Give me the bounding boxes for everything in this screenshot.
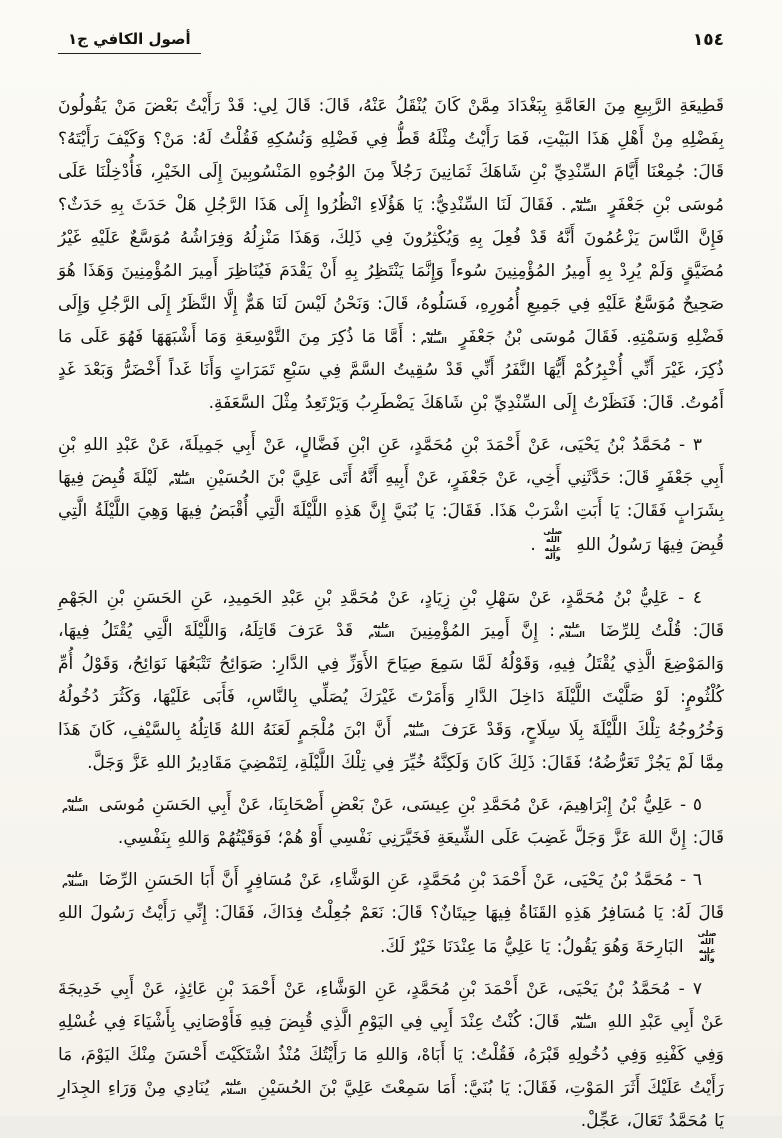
honorific-mark: عليه السلام [559, 621, 585, 639]
page-number: ١٥٤ [692, 30, 724, 50]
honorific-mark: عليه السلام [570, 195, 597, 213]
honorific-mark: عليه السلام [220, 1078, 247, 1096]
paragraph: ٧ - مُحَمَّدُ بْنُ يَحْيَى، عَنْ أَحْمَدَ بْنِ مُحَمَّدٍ، عَنِ الوَشَّاءِ، عَنْ أَحْمَدَ بْنِ عَائِذٍ، عَنْ أَبِي خَدِيجَةَ عَنْ أَبِي عَبْدِ اللهِ عليه السلام قَالَ: كُنْتُ عِنْدَ أَبِي فِي اليَوْمِ الَّذِي قُبِضَ فِيهِ فَأَوْصَانِي بِأَشْيَاءَ فِي غُسْلِهِ وَفِي كَفْنِهِ وَفِي دُخُولِهِ قَبْرَهُ، فَقُلْتُ: يَا أَبَاهْ، وَاللهِ مَا رَأَيْتُكَ مُنْذُ اشْتَكَيْتَ أَحْسَنَ مِنْكَ اليَوْمَ، مَا رَأَيْتُ عَلَيْكَ أَثَرَ المَوْتِ، فَقَالَ: يَا بُنَيَّ: أَمَا سَمِعْتَ عَلِيَّ بْنَ الحُسَيْنِ عليه السلام يُنَادِي مِنْ وَرَاءِ الجِدَارِ يَا مُحَمَّدُ تَعَالَ، عَجِّلْ. [58, 978, 725, 1131]
honorific-mark: عليه السلام [421, 327, 447, 345]
paragraph: قَطِيعَةِ الرَّبِيعِ مِنَ العَامَّةِ بِبَغْدَادَ مِمَّنْ كَانَ يُنْقَلُ عَنْهُ، قَالَ: قَالَ لِي: قَدْ رَأَيْتُ بَعْضَ مَنْ يَقُولُونَ بِفَضْلِهِ مِنْ أَهْلِ هَذَا البَيْتِ، فَمَا رَأَيْتُ مِثْلَهُ قَطُّ فِي فَضْلِهِ وَنُسُكِهِ فَقُلْتُ لَهُ: مَنْ؟ وَكَيْفَ رَأَيْتَهُ؟ قَالَ: جُمِعْنَا أَيَّامَ السِّنْدِيِّ بْنِ شَاهَكَ ثَمَانِينَ رَجُلاً مِنَ الوُجُوهِ المَنْسُوبِينَ إِلَى الخَيْرِ، فَأُدْخِلْنَا عَلَى مُوسَى بْنِ جَعْفَرٍ عليه السلام. فَقَالَ لَنَا السِّنْدِيُّ: يَا هَؤُلَاءِ انْظُرُوا إِلَى هَذَا الرَّجُلِ هَلْ حَدَثَ بِهِ حَدَثٌ؟ فَإِنَّ النَّاسَ يَزْعُمُونَ أَنَّهُ قَدْ فُعِلَ بِهِ وَيُكْثِرُونَ فِي ذَلِكَ، وَهَذَا مَنْزِلُهُ وَفِرَاشُهُ مُوَسَّعٌ عَلَيْهِ غَيْرُ مُضَيَّقٍ وَلَمْ يُرِدْ بِهِ أَمِيرُ المُؤْمِنِينَ سُوءاً وَإِنَّمَا يَنْتَظِرُ بِهِ أَنْ يَقْدَمَ فَيُنَاظِرَ أَمِيرَ المُؤْمِنِينَ وَهَذَا هُوَ صَحِيحٌ مُوَسَّعٌ عَلَيْهِ فِي جَمِيعِ أُمُورِهِ، فَسَلُوهُ، قَالَ: وَنَحْنُ لَيْسَ لَنَا هَمٌّ إِلَّا النَّظَرُ إِلَى الرَّجُلِ وَإِلَى فَضْلِهِ وَسَمْتِهِ. فَقَالَ مُوسَى بْنُ جَعْفَرٍ عليه السلام: أَمَّا مَا ذُكِرَ مِنَ التَّوْسِعَةِ وَمَا أَشْبَهَهَا فَهُوَ عَلَى مَا ذُكِرَ، غَيْرَ أَنِّي أُخْبِرُكُمْ أَيُّهَا النَّفَرُ أَنِّي قَدْ سُقِيتُ السَّمَّ فِي سَبْعِ تَمَرَاتٍ وَأَنَا غَداً أَخْضَرُّ وَبَعْدَ غَدٍ أَمُوتُ. قَالَ: فَنَظَرْتُ إِلَى السِّنْدِيِّ بْنِ شَاهَكَ يَضْطَرِبُ وَيَرْتَعِدُ مِثْلَ السَّعَفَةِ. [58, 96, 724, 413]
paragraph: ٣ - مُحَمَّدُ بْنُ يَحْيَى، عَنْ أَحْمَدَ بْنِ مُحَمَّدٍ، عَنِ ابْنِ فَضَّالٍ، عَنْ أَبِي جَمِيلَةَ، عَنْ عَبْدِ اللهِ بْنِ أَبِي جَعْفَرٍ قَالَ: حَدَّثَنِي أَخِي، عَنْ جَعْفَرٍ، عَنْ أَبِيهِ أَنَّهُ أَتَى عَلِيَّ بْنَ الحُسَيْنِ عليه السلام لَيْلَةَ قُبِضَ فِيهَا بِشَرَابٍ فَقَالَ: يَا أَبَتِ اشْرَبْ هَذَا. فَقَالَ: يَا بُنَيَّ إِنَّ هَذِهِ اللَّيْلَةَ الَّتِي أُقْبَضُ فِيهَا وَهِيَ اللَّيْلَةُ الَّتِي قُبِضَ فِيهَا رَسُولُ اللهِ صلى الله عليه وآله. [58, 435, 724, 562]
honorific-mark: عليه السلام [62, 795, 88, 813]
honorific-mark: عليه السلام [62, 870, 88, 888]
book-title: أصول الكافي ج١ [58, 30, 201, 54]
honorific-mark: صلى الله عليه وآله [543, 527, 563, 562]
paragraph: ٥ - عَلِيُّ بْنُ إِبْرَاهِيمَ، عَنْ مُحَمَّدِ بْنِ عِيسَى، عَنْ بَعْضِ أَصْحَابِنَا، عَنْ أَبِي الحَسَنِ مُوسَى عليه السلام قَالَ: إِنَّ اللهَ عَزَّ وَجَلَّ غَضِبَ عَلَى الشِّيعَةِ فَخَيَّرَنِي نَفْسِي أَوْ هُمْ؛ فَوَقَيْتُهُمْ وَاللهِ بِنَفْسِي. [58, 789, 724, 855]
honorific-mark: عليه السلام [403, 720, 430, 738]
page-header [58, 30, 724, 54]
honorific-mark: صلى الله عليه وآله [697, 928, 717, 963]
text-body [58, 90, 724, 1138]
honorific-mark: عليه السلام [368, 621, 395, 639]
paragraph: ٤ - عَلِيُّ بْنُ مُحَمَّدٍ، عَنْ سَهْلِ بْنِ زِيَادٍ، عَنْ مُحَمَّدِ بْنِ عَبْدِ الحَمِيدِ، عَنِ الحَسَنِ بْنِ الجَهْمِ قَالَ: قُلْتُ لِلرِّضَا عليه السلام: إِنَّ أَمِيرَ المُؤْمِنِينَ عليه السلام قَدْ عَرَفَ قَاتِلَهُ، وَاللَّيْلَةَ الَّتِي يُقْتَلُ فِيهَا، وَالمَوْضِعَ الَّذِي يُقْتَلُ فِيهِ، وَقَوْلُهُ لَمَّا سَمِعَ صِيَاحَ الأَوَزِّ فِي الدَّارِ: صَوَائِحُ تَتْبَعُهَا نَوَائِحُ، وَقَوْلُ أُمِّ كُلْثُومٍ: لَوْ صَلَّيْتَ اللَّيْلَةَ دَاخِلَ الدَّارِ وَأَمَرْتَ غَيْرَكَ يُصَلِّي بِالنَّاسِ، فَأَبَى عَلَيْهَا، وَكَثُرَ دُخُولُهُ وَخُرُوجُهُ تِلْكَ اللَّيْلَةَ بِلَا سِلَاحٍ، وَقَدْ عَرَفَ عليه السلام أَنَّ ابْنَ مُلْجَمٍ لَعَنَهُ اللهُ قَاتِلُهُ بِالسَّيْفِ، كَانَ هَذَا مِمَّا لَمْ يَجُزْ تَعَرُّضُهُ؛ فَقَالَ: ذَلِكَ كَانَ وَلَكِنَّهُ خُيِّرَ فِي تِلْكَ اللَّيْلَةِ، لِتَمْضِيَ مَقَادِيرُ اللهِ عَزَّ وَجَلَّ. [58, 587, 724, 773]
honorific-mark: عليه السلام [570, 1012, 597, 1030]
honorific-mark: عليه السلام [168, 468, 195, 486]
paragraph: ٦ - مُحَمَّدُ بْنُ يَحْيَى، عَنْ أَحْمَدَ بْنِ مُحَمَّدٍ، عَنِ الوَشَّاءِ، عَنْ مُسَافِرٍ أَنَّ أَبَا الحَسَنِ الرِّضَا عليه السلام قَالَ لَهُ: يَا مُسَافِرُ هَذِهِ القَنَاةُ فِيهَا حِيتَانٌ؟ قَالَ: نَعَمْ جُعِلْتُ فِدَاكَ، فَقَالَ: إِنِّي رَأَيْتُ رَسُولَ اللهِ صلى الله عليه وآله البَارِحَةَ وَهُوَ يَقُولُ: يَا عَلِيُّ مَا عِنْدَنَا خَيْرٌ لَكَ. [58, 869, 724, 963]
